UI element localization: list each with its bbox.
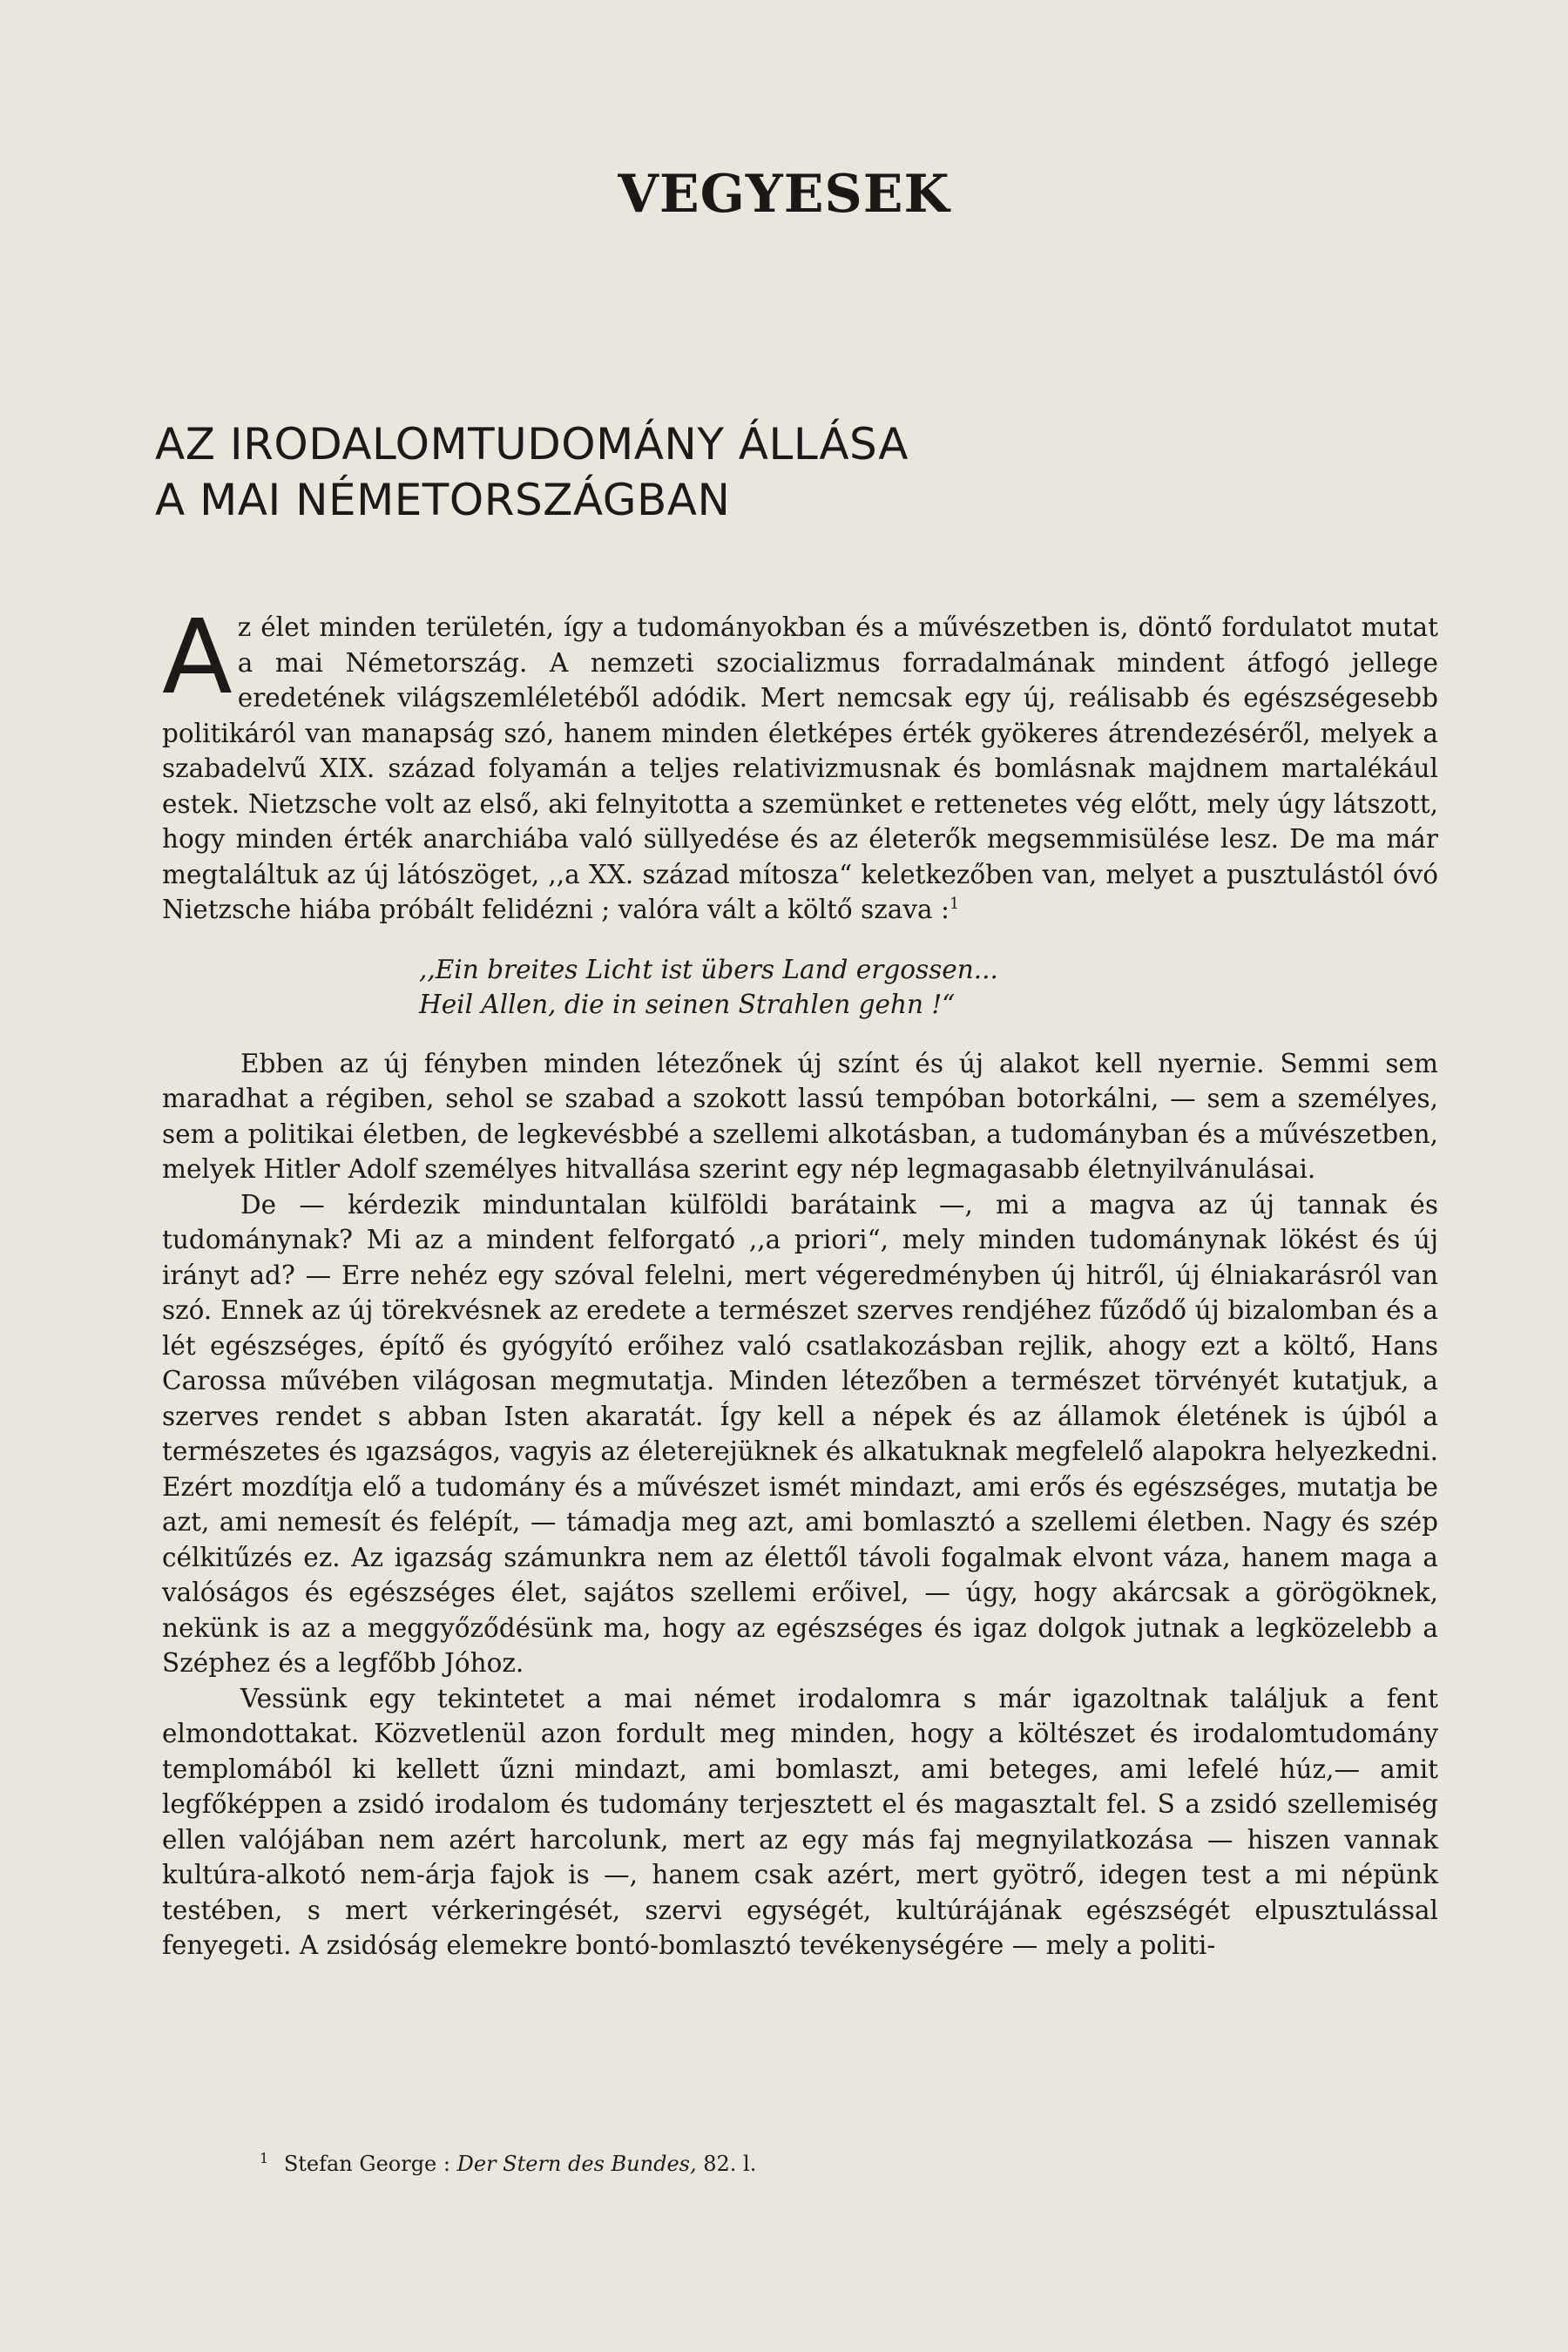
paragraph-3: De — kérdezik minduntalan külföldi barátaink —, mi a magva az új tannak és tudománynak? Mi az a mindent felforgató ,,a priori“, mely minden tudománynak lökést és új irányt ad? — Erre nehéz egy szóval felelni, mert végeredményben új hitről, új élniakarásról van szó. Ennek az új törekvésnek az eredete a természet szerves rendjéhez fűződő új bizalomban és a lét egészséges, építő és gyógyító erőihez való csatlakozásban rejlik, ahogy ezt a költő, Hans Carossa művében világosan megmutatja. Minden létezőben a természet törvényét kutatjuk, a szerves rendet s abban Isten akaratát. Így kell a népek és az államok életének is újból a természetes és ıgazságos, vagyis az életerejüknek és alkatuknak megfelelő alapokra helyezkedni. Ezért mozdítja elő a tudomány és a művészet ismét mindazt, ami erős és egészséges, mutatja be azt, ami nemesít és felépít, — támadja meg azt, ami bomlasztó a szellemi életben. Nagy és szép célkitűzés ez. Az igazság számunkra nem az élettől távoli fogalmak elvont váza, hanem maga a valóságos és egészséges élet, sajátos szellemi erőivel, — úgy, hogy akárcsak a görögöknek, nekünk is az a meggyőződésünk ma, hogy az egészséges és igaz dolgok jutnak a legközelebb a Széphez és a legfőbb Jóhoz. xyxy=(162,1189,1438,1678)
article-title-line-1: AZ IRODALOMTUDOMÁNY ÁLLÁSA xyxy=(155,419,909,470)
article-title-line-2: A MAI NÉMETORSZÁGBAN xyxy=(155,475,731,525)
footnote-author: Stefan George : xyxy=(283,2152,450,2176)
verse-line-2: Heil Allen, die in seinen Strahlen gehn !“ xyxy=(419,989,956,1019)
article-body xyxy=(162,597,1438,1963)
paragraph-1 xyxy=(162,597,1438,928)
footnote-page: 82. l. xyxy=(703,2152,757,2176)
paragraph-1-text: z élet minden területén, így a tudományokban és a művészetben is, döntő fordulatot mutat a mai Németország. A nemzeti szocializmus forradalmának mindent átfogó jellege eredetének világszemléletéből adódik. Mert nemcsak egy új, reálisabb és egészségesebb politikáról van manapság szó, hanem minden életképes érték gyökeres átrendezéséről, melyek a szabadelvű XIX. század folyamán a teljes relativizmusnak és bomlásnak majdnem martalékául estek. Nietzsche volt az első, aki felnyitotta a szemünket e rettenetes vég előtt, mely úgy látszott, hogy minden érték anarchiába való süllyedése és az életerők megsemmisülése lesz. De ma már megtaláltuk az új látószöget, ,,a XX. század mítosza“ keletkezőben van, melyet a pusztulástól óvó Nietzsche hiába próbált felidézni ; valóra vált a költő szava : xyxy=(162,612,1438,924)
footnote-title: Der Stern des Bundes, xyxy=(456,2152,697,2176)
quoted-verse xyxy=(419,952,1438,1022)
paragraph-4: Vessünk egy tekintetet a mai német irodalomra s már igazoltnak találjuk a fent elmondottakat. Közvetlenül azon fordult meg minden, hogy a költészet és irodalomtudomány templomából ki kellett űzni mindazt, ami bomlaszt, ami beteges, ami lefelé húz,— amit legfőképpen a zsidó irodalom és tudomány terjesztett el és magasztalt fel. S a zsidó szellemiség ellen valójában nem azért harcolunk, mert az egy más faj megnyilatkozása — hiszen vannak kultúra-alkotó nem-árja fajok is —, hanem csak azért, mert gyötrő, idegen test a mi népünk testében, s mert vérkeringését, szervi egységét, kultúrájának egészségét elpusztulással fenyegeti. A zsidóság elemekre bontó-bomlasztó tevékenységére — mely a politi- xyxy=(162,1683,1438,1960)
section-heading: VEGYESEK xyxy=(618,164,950,225)
article-title xyxy=(155,416,909,528)
verse-line-1: ,,Ein breites Licht ist übers Land ergossen... xyxy=(419,954,998,984)
footnote xyxy=(260,2150,756,2176)
paragraph-2: Ebben az új fényben minden létezőnek új színt és új alakot kell nyernie. Semmi sem maradhat a régiben, sehol se szabad a szokott lassú tempóban botorkálni, — sem a személyes, sem a politikai életben, de legkevésbbé a szellemi alkotásban, a tudományban és a művészetben, melyek Hitler Adolf személyes hitvallása szerint egy nép legmagasabb életnyilvánulásai. xyxy=(162,1048,1438,1184)
footnote-reference: 1 xyxy=(949,895,960,914)
footnote-mark: 1 xyxy=(260,2150,269,2166)
drop-cap: A xyxy=(162,597,233,717)
